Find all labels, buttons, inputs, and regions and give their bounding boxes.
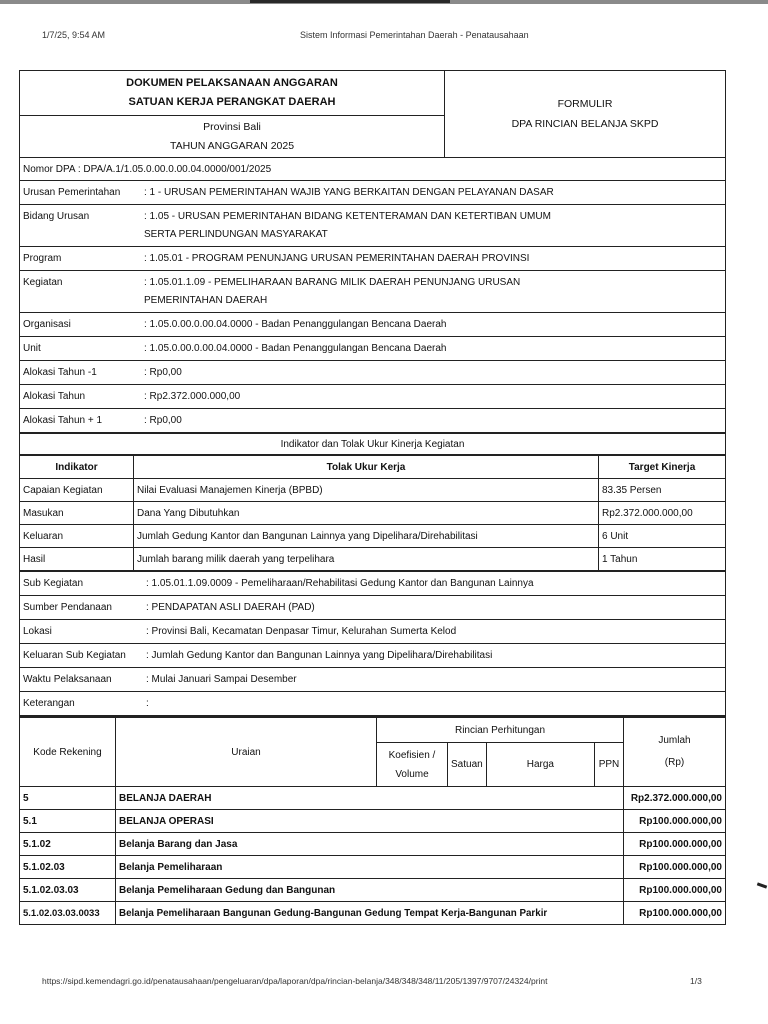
sub-kegiatan-label: Lokasi [23, 626, 52, 637]
table-cell: Jumlah barang milik daerah yang terpelihara [134, 548, 599, 571]
uraian-cell: Belanja Pemeliharaan Bangunan Gedung-Bangunan Gedung Tempat Kerja-Bangunan Parkir [116, 902, 624, 925]
table-row [20, 787, 725, 810]
info-value: : Rp0,00 [144, 415, 182, 426]
document-subtitle [20, 116, 444, 157]
sub-kegiatan-value: : PENDAPATAN ASLI DAERAH (PAD) [146, 602, 315, 613]
indikator-section [20, 434, 725, 572]
fiscal-year-label: TAHUN ANGGARAN 2025 [169, 139, 295, 152]
province-label: Provinsi Bali [203, 120, 261, 133]
table-cell: Dana Yang Dibutuhkan [134, 502, 599, 525]
jumlah-cell: Rp2.372.000.000,00 [624, 787, 726, 810]
jumlah-cell: Rp100.000.000,00 [624, 902, 726, 925]
indikator-header-row [20, 456, 725, 479]
sub-kegiatan-label: Keterangan [23, 698, 75, 709]
table-row [20, 479, 725, 502]
table-cell: Jumlah Gedung Kantor dan Bangunan Lainnya yang Dipelihara/Direhabilitasi [134, 525, 599, 548]
info-label: Urusan Pemerintahan [23, 187, 121, 198]
info-label: Unit [23, 343, 41, 354]
uraian-cell: Belanja Pemeliharaan Gedung dan Bangunan [116, 879, 624, 902]
print-url: https://sipd.kemendagri.go.id/penatausahaan/pengeluaran/dpa/laporan/dpa/rincian-belanja/348/348/348/11/205/1397/9707/24324/print [42, 976, 548, 986]
info-value: : 1.05.01 - PROGRAM PENUNJANG URUSAN PEMERINTAHAN DAERAH PROVINSI [144, 253, 530, 264]
dpa-document [19, 70, 726, 925]
jumlah-header-label: Jumlah [658, 735, 691, 746]
table-cell: Masukan [20, 502, 134, 525]
indikator-title: Indikator dan Tolak Ukur Kinerja Kegiatan [20, 434, 725, 455]
info-label: Alokasi Tahun + 1 [23, 415, 103, 426]
sub-kegiatan-value: : 1.05.01.1.09.0009 - Pemeliharaan/Rehabilitasi Gedung Kantor dan Bangunan Lainnya [146, 578, 534, 589]
rincian-header-row [20, 718, 725, 743]
document-title [20, 71, 444, 116]
document-header-left [20, 71, 445, 157]
table-cell: Capaian Kegiatan [20, 479, 134, 502]
kode-cell: 5.1 [20, 810, 116, 833]
table-row [20, 810, 725, 833]
jumlah-cell: Rp100.000.000,00 [624, 833, 726, 856]
sub-kegiatan-row [20, 692, 725, 715]
jumlah-cell: Rp100.000.000,00 [624, 810, 726, 833]
info-row [20, 205, 725, 247]
info-row [20, 247, 725, 271]
info-row [20, 181, 725, 205]
table-cell: Nilai Evaluasi Manajemen Kinerja (BPBD) [134, 479, 599, 502]
jumlah-header-unit: (Rp) [664, 757, 685, 768]
sub-kegiatan-block [20, 572, 725, 715]
kode-cell: 5.1.02.03.03 [20, 879, 116, 902]
harga-header: Harga [486, 743, 594, 787]
target-col-header: Target Kinerja [599, 456, 726, 479]
info-label: Kegiatan [23, 277, 63, 288]
sub-kegiatan-value: : Jumlah Gedung Kantor dan Bangunan Lainnya yang Dipelihara/Direhabilitasi [146, 650, 493, 661]
sub-kegiatan-row [20, 668, 725, 692]
table-cell: Rp2.372.000.000,00 [599, 502, 726, 525]
table-row [20, 856, 725, 879]
info-block [20, 181, 725, 434]
uraian-cell: Belanja Barang dan Jasa [116, 833, 624, 856]
info-row [20, 409, 725, 432]
uraian-cell: BELANJA OPERASI [116, 810, 624, 833]
scan-artifact [250, 0, 450, 3]
kode-cell: 5.1.02.03 [20, 856, 116, 879]
uraian-cell: Belanja Pemeliharaan [116, 856, 624, 879]
jumlah-cell: Rp100.000.000,00 [624, 856, 726, 879]
info-label: Program [23, 253, 62, 264]
kode-cell: 5.1.02 [20, 833, 116, 856]
document-header [20, 71, 725, 157]
ppn-header: PPN [595, 743, 624, 787]
jumlah-cell: Rp100.000.000,00 [624, 879, 726, 902]
table-cell: 1 Tahun [599, 548, 726, 571]
table-row [20, 548, 725, 571]
form-label-box [445, 71, 725, 157]
koefisien-header: Koefisien / Volume [377, 743, 448, 787]
info-value: : 1.05.0.00.0.00.04.0000 - Badan Penanggulangan Bencana Daerah [144, 319, 447, 330]
document-title-line2: SATUAN KERJA PERANGKAT DAERAH [128, 96, 336, 108]
rincian-section [20, 715, 725, 924]
info-label: Bidang Urusan [23, 211, 90, 222]
sub-kegiatan-value: : Mulai Januari Sampai Desember [146, 674, 297, 685]
sub-kegiatan-row [20, 620, 725, 644]
table-cell: 83.35 Persen [599, 479, 726, 502]
table-row [20, 902, 725, 925]
info-row [20, 271, 725, 313]
info-label: Organisasi [23, 319, 71, 330]
rincian-table [20, 717, 725, 924]
indikator-table [20, 455, 725, 570]
info-label: Alokasi Tahun [23, 391, 86, 402]
sub-kegiatan-label: Sub Kegiatan [23, 578, 84, 589]
sub-kegiatan-value: : [146, 698, 149, 709]
info-row [20, 385, 725, 409]
info-value: : 1.05.0.00.0.00.04.0000 - Badan Penanggulangan Bencana Daerah [144, 343, 447, 354]
table-cell: Hasil [20, 548, 134, 571]
table-cell: Keluaran [20, 525, 134, 548]
document-title-line1: DOKUMEN PELAKSANAAN ANGGARAN [126, 77, 338, 89]
info-label: Alokasi Tahun -1 [23, 367, 97, 378]
kode-rekening-header: Kode Rekening [20, 718, 116, 787]
info-row [20, 337, 725, 361]
info-value: : 1 - URUSAN PEMERINTAHAN WAJIB YANG BERKAITAN DENGAN PELAYANAN DASAR [144, 187, 554, 198]
table-row [20, 879, 725, 902]
uraian-cell: BELANJA DAERAH [116, 787, 624, 810]
scan-mark [757, 882, 767, 888]
sub-kegiatan-value: : Provinsi Bali, Kecamatan Denpasar Timur, Kelurahan Sumerta Kelod [146, 626, 457, 637]
sub-kegiatan-row [20, 596, 725, 620]
uraian-header: Uraian [116, 718, 377, 787]
rincian-perhitungan-header: Rincian Perhitungan [377, 718, 624, 743]
print-page-title: Sistem Informasi Pemerintahan Daerah - Penatausahaan [300, 30, 529, 40]
jumlah-header [624, 718, 726, 787]
form-name: DPA RINCIAN BELANJA SKPD [511, 118, 659, 130]
info-value: : Rp0,00 [144, 367, 182, 378]
kode-cell: 5.1.02.03.03.0033 [20, 902, 116, 925]
sub-kegiatan-row [20, 644, 725, 668]
nomor-dpa: Nomor DPA : DPA/A.1/1.05.0.00.0.00.04.0000/001/2025 [20, 157, 725, 181]
sub-kegiatan-label: Sumber Pendanaan [23, 602, 112, 613]
info-row [20, 313, 725, 337]
indikator-col-header: Indikator [20, 456, 134, 479]
table-row [20, 833, 725, 856]
satuan-header: Satuan [448, 743, 487, 787]
info-value: : Rp2.372.000.000,00 [144, 391, 241, 402]
sub-kegiatan-row [20, 572, 725, 596]
info-value: : 1.05 - URUSAN PEMERINTAHAN BIDANG KETENTERAMAN DAN KETERTIBAN UMUM SERTA PERLINDUNGAN MASYARAKAT [144, 211, 551, 240]
table-cell: 6 Unit [599, 525, 726, 548]
form-label: FORMULIR [557, 98, 613, 110]
table-row [20, 502, 725, 525]
info-value: : 1.05.01.1.09 - PEMELIHARAAN BARANG MILIK DAERAH PENUNJANG URUSAN PEMERINTAHAN DAERAH [144, 277, 521, 306]
sub-kegiatan-label: Keluaran Sub Kegiatan [23, 650, 126, 661]
info-row [20, 361, 725, 385]
page-number: 1/3 [690, 976, 702, 986]
table-row [20, 525, 725, 548]
tolak-ukur-col-header: Tolak Ukur Kerja [134, 456, 599, 479]
sub-kegiatan-label: Waktu Pelaksanaan [23, 674, 112, 685]
print-datetime: 1/7/25, 9:54 AM [42, 30, 106, 40]
kode-cell: 5 [20, 787, 116, 810]
